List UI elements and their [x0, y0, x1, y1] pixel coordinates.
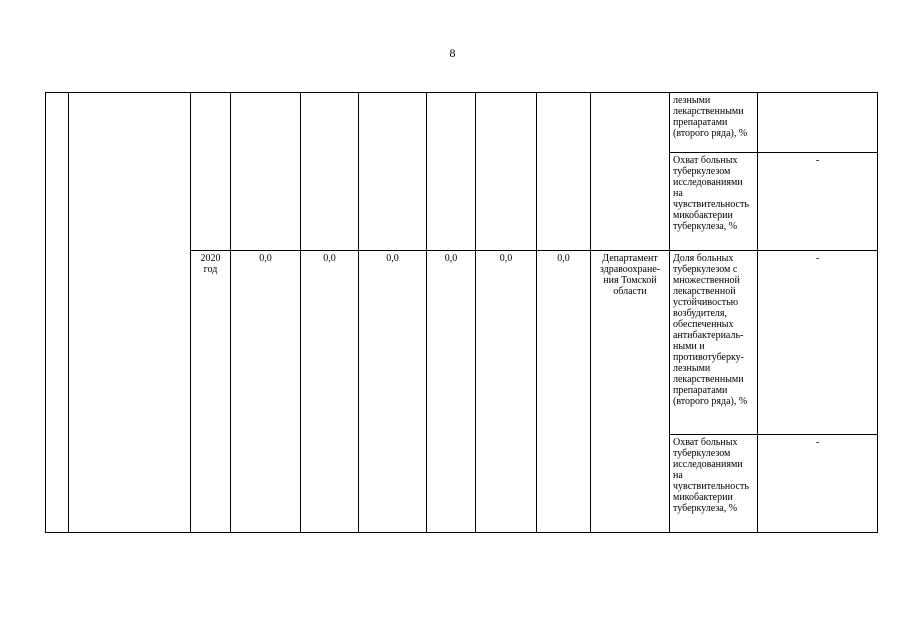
department-cell: Департамент здравоохране- ния Томской области	[591, 251, 670, 533]
value-cell-empty	[476, 93, 537, 251]
indicator-value-cell: -	[758, 153, 878, 251]
indicator-cell: Охват больных туберкулезом исследованиями на чувствительность микобактерии туберкулеза, %	[670, 153, 758, 251]
value-cell: 0,0	[537, 251, 591, 533]
year-cell-empty	[191, 93, 231, 251]
value-cell: 0,0	[476, 251, 537, 533]
value-cell: 0,0	[231, 251, 301, 533]
indicator-value-cell	[758, 93, 878, 153]
indicator-value-cell: -	[758, 435, 878, 533]
page-number: 8	[449, 46, 456, 60]
data-table	[45, 92, 878, 533]
value-cell: 0,0	[427, 251, 476, 533]
value-cell-empty	[537, 93, 591, 251]
value-cell-empty	[301, 93, 359, 251]
name-cell	[69, 93, 191, 533]
value-cell-empty	[359, 93, 427, 251]
indicator-value-cell: -	[758, 251, 878, 435]
value-cell: 0,0	[301, 251, 359, 533]
table-row	[46, 93, 878, 153]
value-cell: 0,0	[359, 251, 427, 533]
indicator-cell: Доля больных туберкулезом с множественной лекарственной устойчивостью возбудителя, обеспеченных антибактериаль- ными и противотуберку- лезными лекарственными препаратами (второго ряда), %	[670, 251, 758, 435]
number-cell	[46, 93, 69, 533]
department-cell-empty	[591, 93, 670, 251]
value-cell-empty	[427, 93, 476, 251]
indicator-cell: Охват больных туберкулезом исследованиями на чувствительность микобактерии туберкулеза, %	[670, 435, 758, 533]
value-cell-empty	[231, 93, 301, 251]
indicator-cell: лезными лекарственными препаратами (второго ряда), %	[670, 93, 758, 153]
year-cell: 2020 год	[191, 251, 231, 533]
